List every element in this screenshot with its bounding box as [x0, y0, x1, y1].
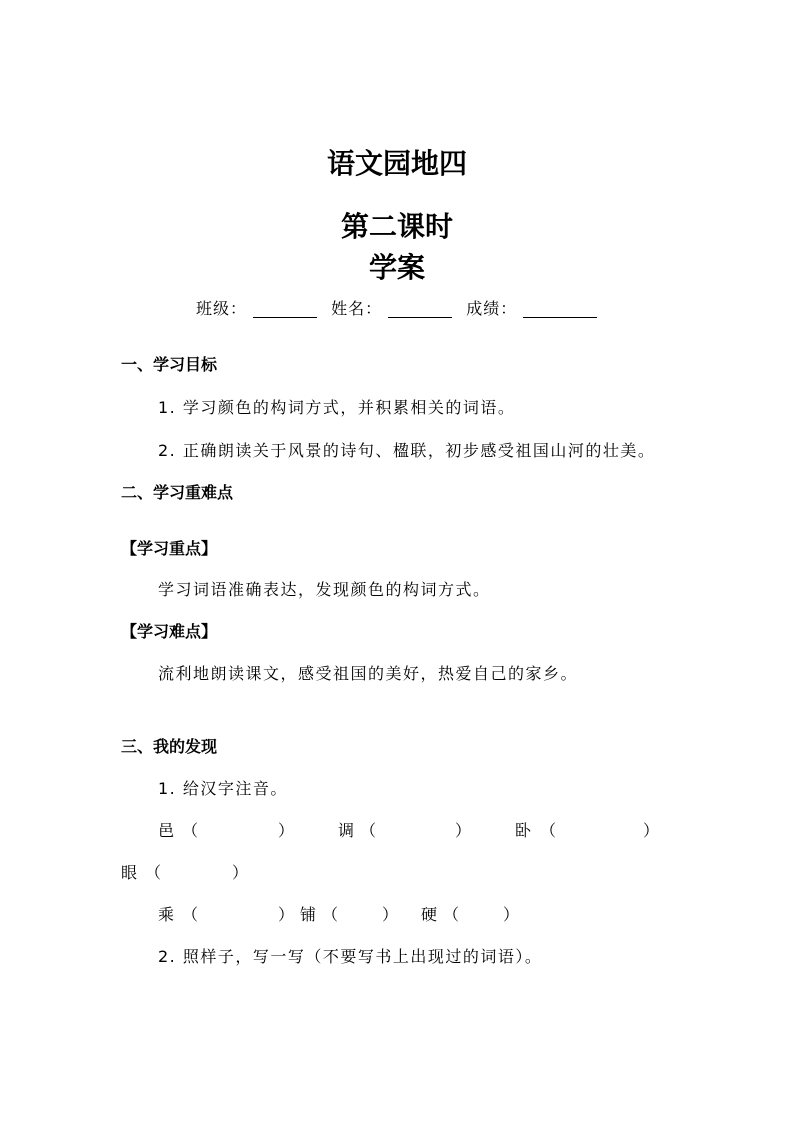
student-info-line [196, 296, 605, 319]
close-paren: ） [643, 821, 660, 840]
lesson-subtitle: 第二课时 [340, 210, 453, 243]
open-paren: （ [182, 821, 199, 840]
pinyin-char-4: 眼 [121, 863, 138, 882]
pinyin-char-1: 邑 [158, 821, 175, 840]
question-2-text: 2. 照样子，写一写（不要写书上出现过的词语）。 [158, 947, 543, 966]
close-paren: ） [232, 863, 249, 882]
close-paren: ） [503, 905, 520, 924]
open-paren: （ [360, 821, 377, 840]
pinyin-char-3: 卧 [515, 821, 532, 840]
section-discovery-heading: 三、我的发现 [121, 737, 218, 756]
section-key-points-heading: 二、学习重难点 [121, 483, 234, 502]
score-blank[interactable] [523, 299, 597, 318]
name-blank[interactable] [388, 299, 452, 318]
page-title: 语文园地四 [326, 147, 467, 180]
open-paren: （ [322, 905, 339, 924]
open-paren: （ [182, 905, 199, 924]
difficult-point-text: 流利地朗读课文，感受祖国的美好，热爱自己的家乡。 [158, 664, 579, 683]
close-paren: ） [455, 821, 472, 840]
pinyin-char-7: 硬 [421, 905, 438, 924]
name-label: 姓名： [331, 299, 383, 318]
document-type: 学案 [368, 251, 425, 284]
open-paren: （ [443, 905, 460, 924]
goal-item-2: 2. 正确朗读关于风景的诗句、楹联，初步感受祖国山河的壮美。 [158, 441, 656, 460]
close-paren: ） [278, 821, 295, 840]
question-1-text: 1. 给汉字注音。 [158, 779, 288, 798]
pinyin-char-2: 调 [338, 821, 355, 840]
class-blank[interactable] [253, 299, 317, 318]
close-paren: ） [382, 905, 399, 924]
pinyin-char-6: 铺 [300, 905, 317, 924]
open-paren: （ [540, 821, 557, 840]
key-point-text: 学习词语准确表达，发现颜色的构词方式。 [158, 580, 491, 599]
goal-item-1: 1. 学习颜色的构词方式，并积累相关的词语。 [158, 398, 516, 417]
open-paren: （ [145, 863, 162, 882]
key-point-label: 【学习重点】 [121, 539, 218, 558]
close-paren: ） [278, 905, 295, 924]
difficult-point-label: 【学习难点】 [121, 622, 218, 641]
score-label: 成绩： [466, 299, 518, 318]
pinyin-char-5: 乘 [158, 905, 175, 924]
section-learning-goals-heading: 一、学习目标 [121, 355, 218, 374]
class-label: 班级： [196, 299, 248, 318]
